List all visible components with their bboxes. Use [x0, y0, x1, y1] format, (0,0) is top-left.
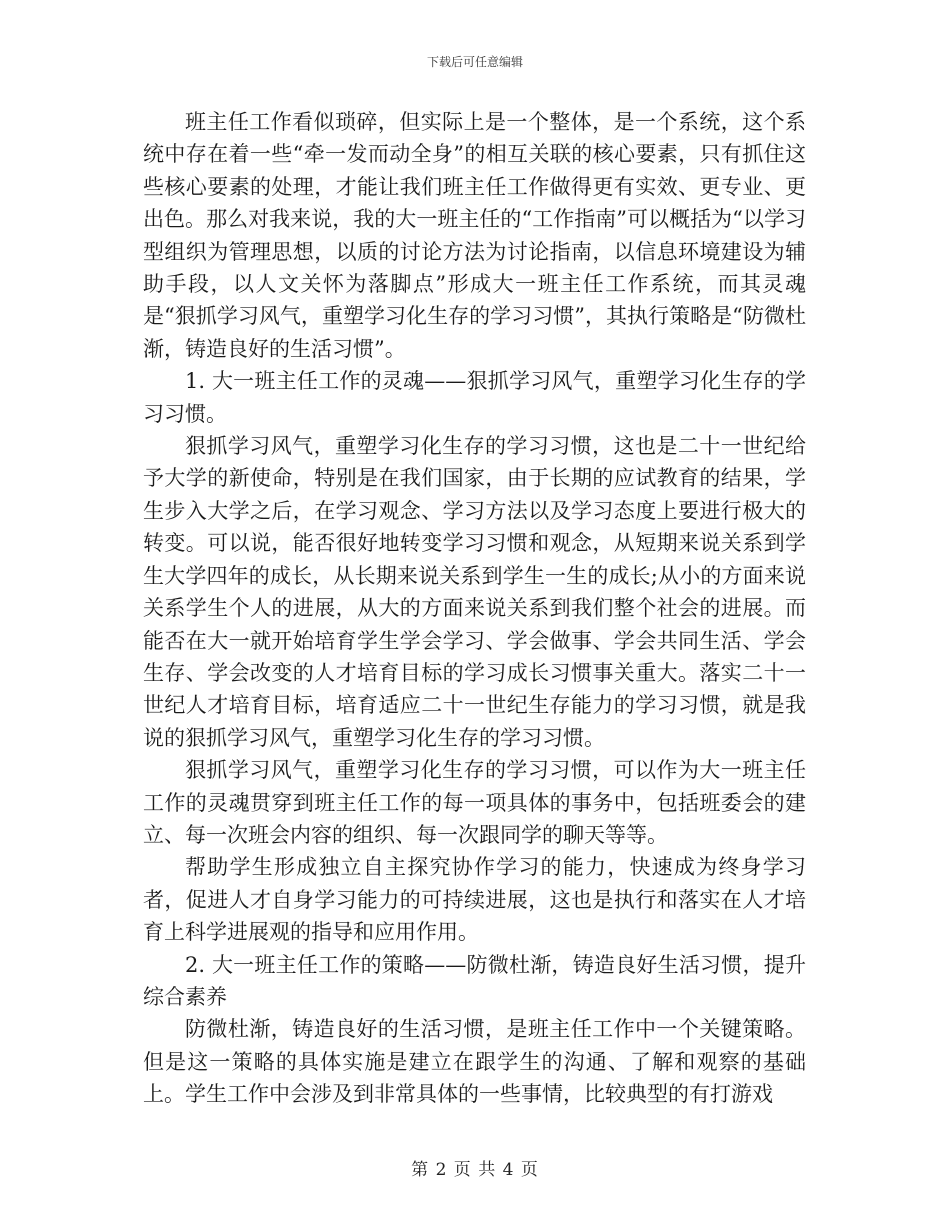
paragraph: 帮助学生形成独立自主探究协作学习的能力，快速成为终身学习者，促进人才自身学习能力的可持续进展，这也是执行和落实在人才培育上科学进展观的指导和应用作用。: [143, 855, 806, 945]
paragraph: 班主任工作看似琐碎，但实际上是一个整体，是一个系统，这个系统中存在着一些“牵一发而动全身”的相互关联的核心要素，只有抓住这些核心要素的处理，才能让我们班主任工作做得更有实效、更专业、更出色。那么对我来说，我的大一班主任的“工作指南”可以概括为“以学习型组织为管理思想，以质的讨论方法为讨论指南，以信息环境建设为辅助手段，以人文关怀为落脚点”形成大一班主任工作系统，而其灵魂是“狠抓学习风气，重塑学习化生存的学习习惯”，其执行策略是“防微杜渐，铸造良好的生活习惯”。: [143, 110, 806, 361]
paragraph: 狠抓学习风气，重塑学习化生存的学习习惯，可以作为大一班主任工作的灵魂贯穿到班主任工作的每一项具体的事务中，包括班委会的建立、每一次班会内容的组织、每一次跟同学的聊天等等。: [143, 758, 806, 847]
section-heading: 1. 大一班主任工作的灵魂——狠抓学习风气，重塑学习化生存的学习习惯。: [143, 369, 806, 426]
page-number-footer: 第 2 页 共 4 页: [411, 1160, 539, 1180]
page-header-note: 下载后可任意编辑: [426, 55, 523, 69]
paragraph: 狠抓学习风气，重塑学习化生存的学习习惯，这也是二十一世纪给予大学的新使命，特别是在我们国家，由于长期的应试教育的结果，学生步入大学之后，在学习观念、学习方法以及学习态度上要进行极大的转变。可以说，能否很好地转变学习习惯和观念，从短期来说关系到学生大学四年的成长，从长期来说关系到学生一生的成长;从小的方面来说关系学生个人的进展，从大的方面来说关系到我们整个社会的进展。而能否在大一就开始培育学生学会学习、学会做事、学会共同生活、学会生存、学会改变的人才培育目标的学习成长习惯事关重大。落实二十一世纪人才培育目标，培育适应二十一世纪生存能力的学习习惯，就是我说的狠抓学习风气，重塑学习化生存的学习习惯。: [143, 434, 806, 750]
document-body: [143, 106, 806, 1111]
section-heading: 2. 大一班主任工作的策略——防微杜渐，铸造良好生活习惯，提升综合素养: [143, 952, 806, 1009]
paragraph: 防微杜渐，铸造良好的生活习惯，是班主任工作中一个关键策略。但是这一策略的具体实施是建立在跟学生的沟通、了解和观察的基础上。学生工作中会涉及到非常具体的一些事情，比较典型的有打游戏: [143, 1017, 806, 1107]
